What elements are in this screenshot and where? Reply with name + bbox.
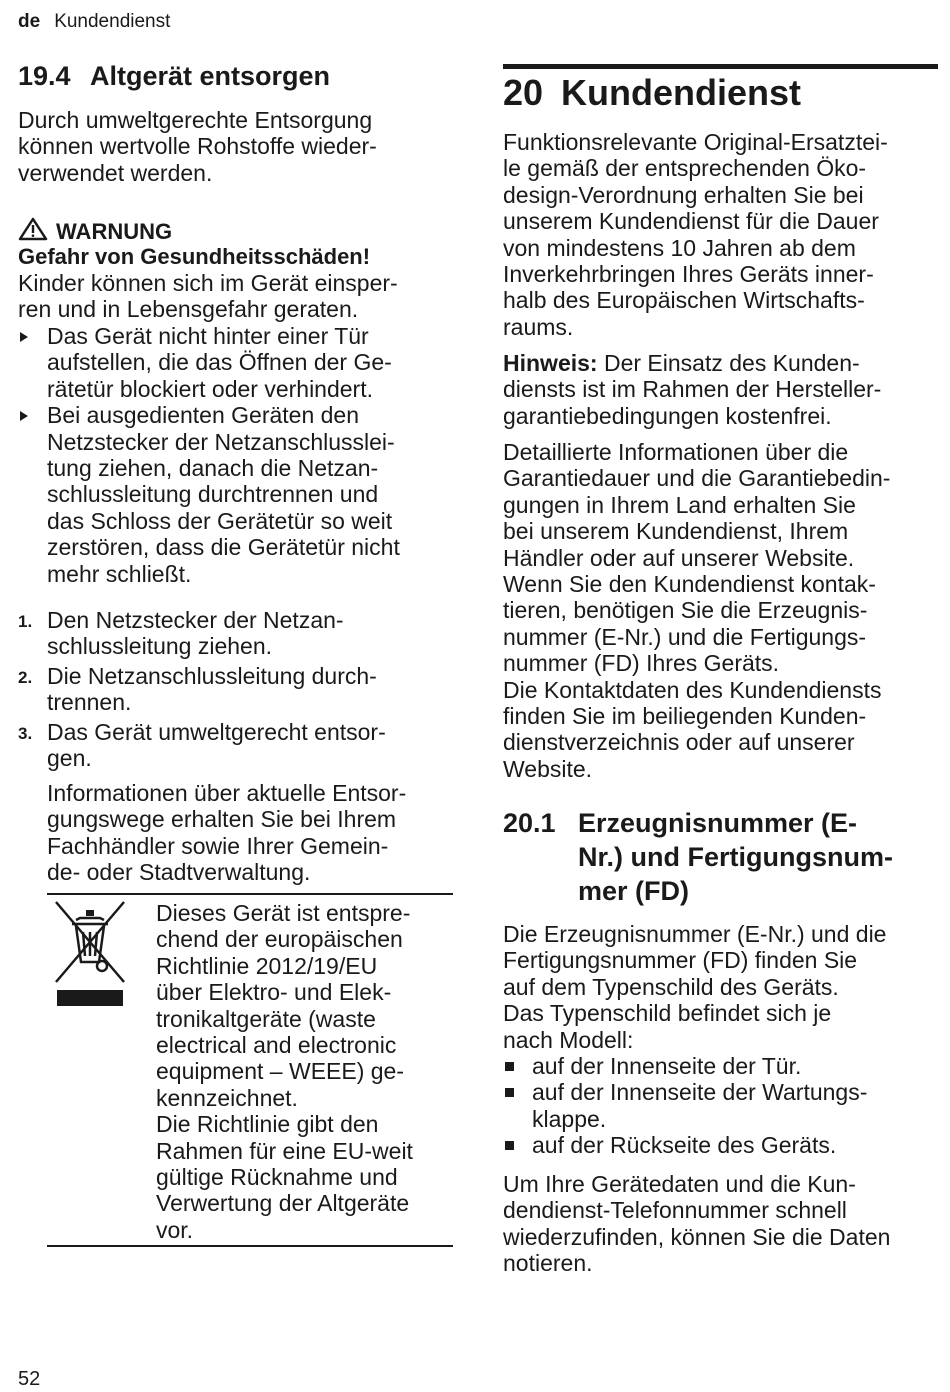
- list-item: Bei ausgedienten Geräten den Netzstecker der Netzanschlusslei- tung ziehen, danach die Netzan- schlussleitung durchtrennen und das Schloss der Gerätetür so weit zerstören, dass die Gerätetür nicht mehr schließt.: [18, 402, 456, 587]
- hint-label: Hinweis:: [503, 350, 598, 376]
- intro-paragraph: Durch umweltgerechte Entsorgung können wertvolle Rohstoffe wieder- verwendet werden.: [18, 107, 377, 186]
- disposal-steps: [18, 607, 456, 771]
- product-number-paragraph: Die Erzeugnisnummer (E-Nr.) und die Fertigungsnummer (FD) finden Sie auf dem Typenschild des Geräts. Das Typenschild befindet sich je nach Modell:: [503, 921, 887, 1053]
- warning-bullet-list: [18, 323, 456, 587]
- step-item: 2. Die Netzanschlussleitung durch- trennen.: [18, 662, 377, 716]
- warranty-paragraph: Detaillierte Informationen über die Garantiedauer und die Garantiebedin- gungen in Ihrem Land erhalten Sie bei unserem Kundendienst, Ihrem Händler oder auf unserer Website. Wenn Sie den Kundendienst kontak- tieren, benötigen Sie die Erzeugnis- nummer (E-Nr.) und die Fertigungs- nummer (FD) Ihres Geräts. Die Kontaktdaten des Kundendiensts finden Sie im beiliegenden Kunden- dienstverzeichnis oder auf unserer Website.: [503, 439, 891, 782]
- page-number: 52: [18, 1368, 41, 1390]
- list-item: auf der Innenseite der Tür.: [503, 1053, 941, 1079]
- notes-paragraph: Um Ihre Gerätedaten und die Kun- dendienst-Telefonnummer schnell wiederzufinden, können Sie die Daten notieren.: [503, 1171, 891, 1277]
- weee-crossed-bin-icon: [50, 898, 130, 1010]
- warning-heading: WARNUNG: [18, 217, 172, 245]
- running-title: Kundendienst: [54, 11, 171, 32]
- divider: [47, 1245, 453, 1247]
- list-item: Das Gerät nicht hinter einer Tür aufstellen, die das Öffnen der Ge- rätetür blockiert oder verhindert.: [18, 323, 456, 402]
- chapter-heading-20: 20 Kundendienst: [503, 72, 801, 113]
- step-item: 1. Den Netzstecker der Netzan- schlussleitung ziehen.: [18, 607, 344, 660]
- chapter-rule: [503, 64, 938, 69]
- spare-parts-paragraph: Funktionsrelevante Original-Ersatztei- le gemäß der entsprechenden Öko- design-Verordnung erhalten Sie bei unserem Kundendienst für die Dauer von mindestens 10 Jahren ab dem Inverkehrbringen Ihres Geräts inner- halb des Europäischen Wirtschafts- raums.: [503, 129, 888, 340]
- page-header: [18, 10, 170, 34]
- list-item: auf der Innenseite der Wartungs- klappe.: [503, 1079, 941, 1132]
- section-heading-19-4: 19.4 Altgerät entsorgen: [18, 61, 331, 91]
- step-item: 3. Das Gerät umweltgerecht entsor- gen.: [18, 718, 386, 772]
- language-tag: de: [18, 11, 41, 32]
- rating-plate-locations: [503, 1053, 941, 1159]
- warning-text: Kinder können sich im Gerät einsper- ren und in Lebensgefahr geraten.: [18, 270, 398, 323]
- section-heading-20-1: 20.1 Erzeugnisnummer (E- Nr.) und Fertigungsnum- mer (FD): [503, 808, 893, 906]
- info-paragraph: Informationen über aktuelle Entsor- gungswege erhalten Sie bei Ihrem Fachhändler sowie Ihrer Gemein- de- oder Stadtverwaltung.: [47, 780, 407, 886]
- divider: [47, 893, 453, 895]
- weee-paragraph: Dieses Gerät ist entspre- chend der europäischen Richtlinie 2012/19/EU über Elektro- und Elek- tronikaltgeräte (waste electrical and electronic equipment – WEEE) ge- kennzeichnet. Die Richtlinie gibt den Rahmen für eine EU-weit gültige Rücknahme und Verwertung der Altgeräte vor.: [156, 900, 413, 1243]
- warning-subtitle: Gefahr von Gesundheitsschäden!: [18, 244, 371, 269]
- list-item: auf der Rückseite des Geräts.: [503, 1132, 941, 1158]
- hint-paragraph: Hinweis: Der Einsatz des Kunden- diensts ist im Rahmen der Hersteller- garantiebedingungen kostenfrei.: [503, 350, 882, 429]
- warning-triangle-icon: [18, 217, 48, 241]
